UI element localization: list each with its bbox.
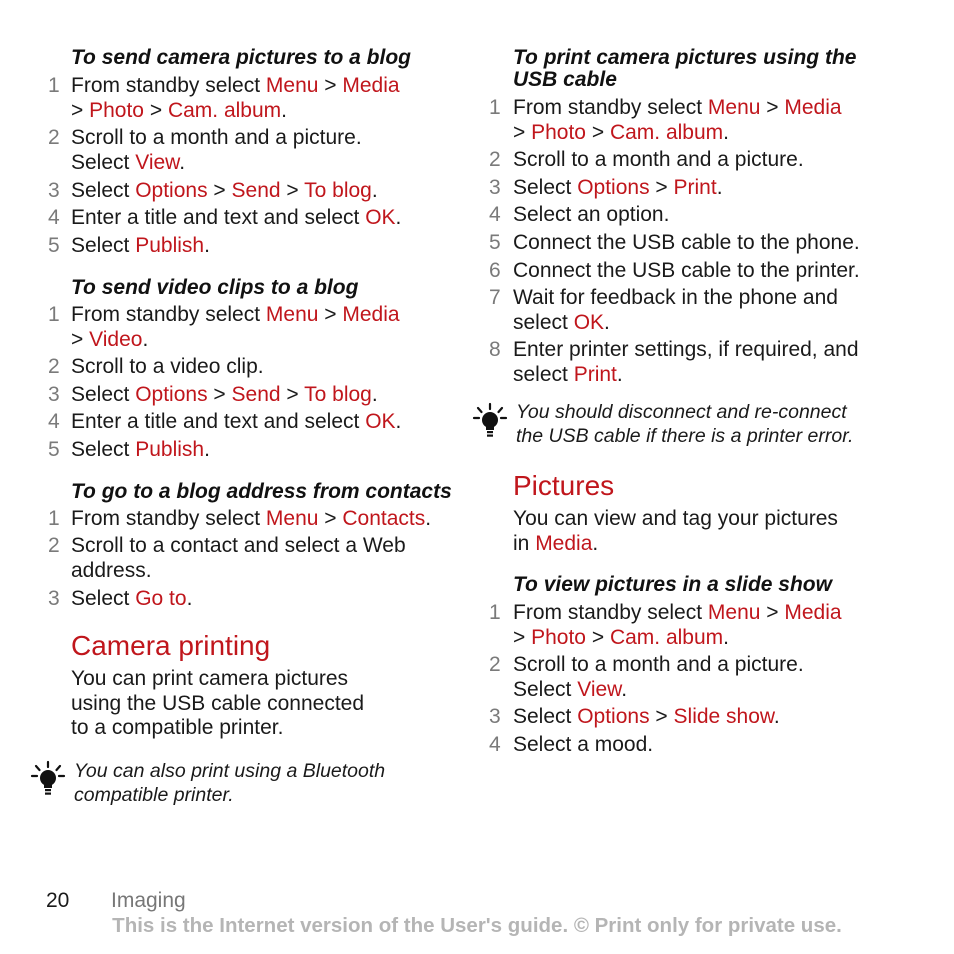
link-cam-album[interactable]: Cam. album: [167, 98, 282, 122]
link-to-blog[interactable]: To blog: [304, 179, 372, 202]
link-menu[interactable]: Menu: [265, 507, 319, 530]
step-text: Select an option.: [513, 203, 670, 226]
step-number: 3: [48, 587, 60, 610]
link-media[interactable]: Media: [342, 303, 400, 326]
step-number: 3: [48, 383, 60, 406]
camera-printing-para-line: You can print camera pictures: [71, 667, 349, 690]
step-text: Wait for feedback in the phone and: [513, 286, 838, 309]
step-number: 1: [48, 74, 60, 97]
step-text-cont: > Video.: [71, 327, 149, 351]
usb-print-note-line: You should disconnect and re-connect: [516, 401, 847, 423]
step-text: Connect the USB cable to the phone.: [513, 231, 860, 254]
step-text: Select Options > Send > To blog.: [71, 383, 378, 406]
link-go-to[interactable]: Go to: [135, 587, 187, 610]
link-print[interactable]: Print: [673, 176, 717, 199]
link-video[interactable]: Video: [89, 327, 143, 351]
step-number: 1: [489, 601, 501, 624]
step-text: Select Publish.: [71, 234, 210, 257]
step-number: 1: [48, 507, 60, 530]
section-name: Imaging: [111, 889, 186, 912]
camera-printing-note-line: compatible printer.: [74, 783, 234, 806]
step-number: 4: [48, 206, 60, 229]
blog-contacts-heading: To go to a blog address from contacts: [71, 480, 452, 503]
link-cam-album[interactable]: Cam. album: [609, 625, 724, 649]
step-number: 2: [489, 653, 501, 676]
step-number: 4: [489, 733, 501, 756]
step-text: Select Go to.: [71, 587, 193, 610]
link-ok[interactable]: OK: [365, 206, 396, 229]
link-photo[interactable]: Photo: [531, 625, 586, 649]
step-text: From standby select Menu > Media: [513, 96, 842, 119]
link-media[interactable]: Media: [342, 74, 400, 97]
pictures-para-line: in Media.: [513, 531, 599, 555]
link-options[interactable]: Options: [135, 179, 208, 202]
step-text: Select Publish.: [71, 438, 210, 461]
link-publish[interactable]: Publish: [135, 438, 205, 461]
step-number: 3: [48, 179, 60, 202]
step-number: 4: [489, 203, 501, 226]
link-to-blog[interactable]: To blog: [304, 383, 372, 406]
link-menu[interactable]: Menu: [707, 601, 761, 624]
step-text: Scroll to a month and a picture.: [71, 126, 362, 149]
step-text: Scroll to a month and a picture.: [513, 653, 804, 676]
step-text: From standby select Menu > Media: [71, 303, 400, 326]
step-text-cont: > Photo > Cam. album.: [71, 98, 287, 122]
step-number: 7: [489, 286, 501, 309]
step-number: 8: [489, 338, 501, 361]
step-text-cont: select OK.: [513, 310, 610, 334]
step-text: From standby select Menu > Media: [71, 74, 400, 97]
camera-printing-para-line: using the USB cable connected: [71, 691, 365, 715]
step-text: Select Options > Slide show.: [513, 705, 780, 728]
blog-pictures-heading: To send camera pictures to a blog: [71, 46, 411, 69]
blog-video-heading: To send video clips to a blog: [71, 276, 359, 299]
link-photo[interactable]: Photo: [531, 120, 586, 144]
lightbulb-tip-icon: [472, 402, 508, 442]
link-send[interactable]: Send: [231, 383, 281, 406]
slideshow-heading: To view pictures in a slide show: [513, 573, 832, 596]
step-text: Scroll to a month and a picture.: [513, 148, 804, 171]
step-number: 2: [48, 534, 60, 557]
step-number: 1: [48, 303, 60, 326]
link-view[interactable]: View: [135, 150, 180, 174]
link-options[interactable]: Options: [135, 383, 208, 406]
step-text-cont: > Photo > Cam. album.: [513, 120, 729, 144]
step-text: From standby select Menu > Media: [513, 601, 842, 624]
step-number: 3: [489, 705, 501, 728]
link-menu[interactable]: Menu: [265, 74, 319, 97]
link-ok[interactable]: OK: [365, 410, 396, 433]
step-number: 5: [48, 234, 60, 257]
camera-printing-note-line: You can also print using a Bluetooth: [74, 760, 386, 782]
step-text: Select a mood.: [513, 733, 654, 756]
step-number: 1: [489, 96, 501, 119]
step-text: Select Options > Send > To blog.: [71, 179, 378, 202]
step-text: Enter printer settings, if required, and: [513, 338, 859, 361]
camera-printing-title: Camera printing: [71, 630, 271, 661]
step-text: Scroll to a contact and select a Web: [71, 534, 406, 557]
step-number: 3: [489, 176, 501, 199]
copyright-notice: This is the Internet version of the User's guide. © Print only for private use.: [112, 914, 842, 937]
link-view[interactable]: View: [577, 677, 622, 701]
link-options[interactable]: Options: [577, 176, 650, 199]
link-send[interactable]: Send: [231, 179, 281, 202]
link-cam-album[interactable]: Cam. album: [609, 120, 724, 144]
step-text: Enter a title and text and select OK.: [71, 410, 402, 433]
step-number: 5: [489, 231, 501, 254]
step-text: Scroll to a video clip.: [71, 355, 264, 378]
link-media[interactable]: Media: [784, 96, 842, 119]
link-media[interactable]: Media: [535, 531, 593, 555]
step-text: Select Options > Print.: [513, 176, 723, 199]
step-text: From standby select Menu > Contacts.: [71, 507, 432, 530]
step-text-cont: Select View.: [513, 677, 628, 701]
link-menu[interactable]: Menu: [265, 303, 319, 326]
step-number: 2: [48, 355, 60, 378]
link-slide-show[interactable]: Slide show: [673, 705, 774, 728]
step-text: Enter a title and text and select OK.: [71, 206, 402, 229]
link-photo[interactable]: Photo: [89, 98, 144, 122]
step-text-cont: address.: [71, 558, 152, 582]
link-publish[interactable]: Publish: [135, 234, 205, 257]
step-text: Connect the USB cable to the printer.: [513, 259, 860, 282]
lightbulb-tip-icon: [30, 760, 66, 800]
step-number: 5: [48, 438, 60, 461]
step-text-cont: Select View.: [71, 150, 186, 174]
usb-print-heading: To print camera pictures using the: [513, 46, 857, 69]
page-number: 20: [46, 889, 70, 912]
pictures-para-line: You can view and tag your pictures: [513, 507, 838, 530]
usb-print-heading-cont: USB cable: [513, 68, 617, 91]
step-number: 2: [489, 148, 501, 171]
link-print[interactable]: Print: [573, 362, 617, 386]
step-number: 2: [48, 126, 60, 149]
step-text-cont: > Photo > Cam. album.: [513, 625, 729, 649]
step-text-cont: select Print.: [513, 362, 623, 386]
step-number: 4: [48, 410, 60, 433]
link-media[interactable]: Media: [784, 601, 842, 624]
link-contacts[interactable]: Contacts: [342, 507, 426, 530]
step-number: 6: [489, 259, 501, 282]
link-options[interactable]: Options: [577, 705, 650, 728]
link-ok[interactable]: OK: [573, 310, 605, 334]
usb-print-note-line: the USB cable if there is a printer error.: [516, 425, 854, 447]
pictures-title: Pictures: [513, 470, 615, 501]
link-menu[interactable]: Menu: [707, 96, 761, 119]
camera-printing-para-line: to a compatible printer.: [71, 716, 284, 739]
